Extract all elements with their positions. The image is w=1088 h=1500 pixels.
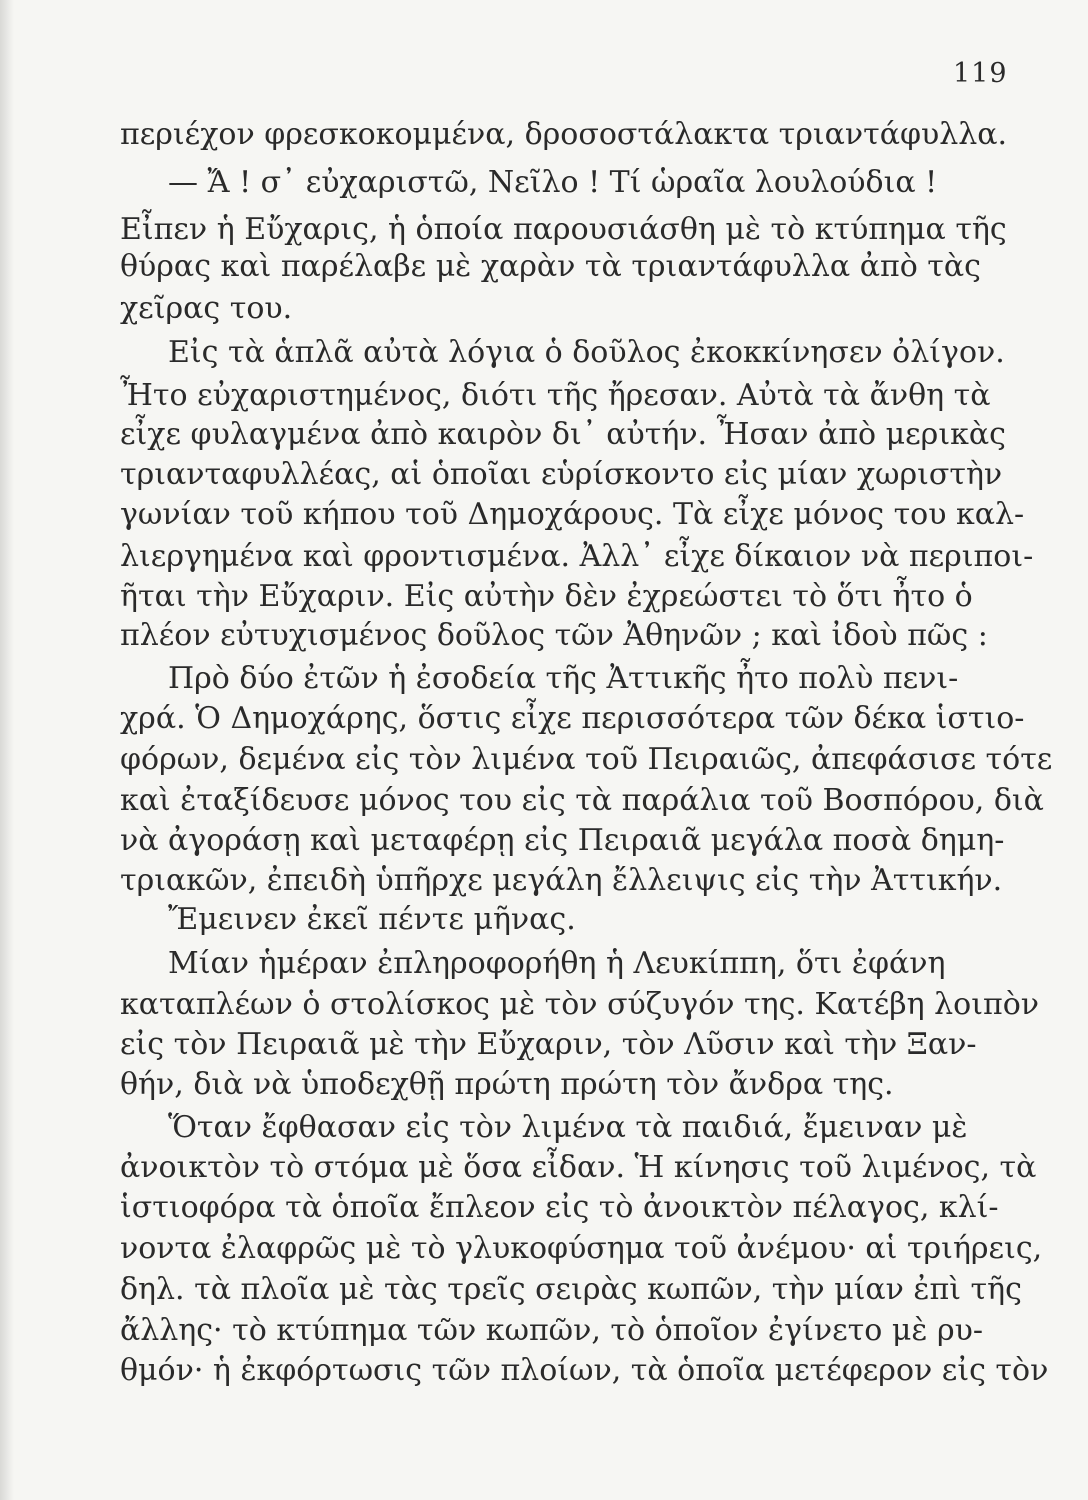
text-line: χρά. Ὁ Δημοχάρης, ὅστις εἶχε περισσότερα τῶν δέκα ἱστιο- xyxy=(120,701,1025,736)
text-line: Πρὸ δύο ἐτῶν ἡ ἐσοδεία τῆς Ἀττικῆς ἦτο πολὺ πενι- xyxy=(168,661,959,696)
text-line: εἶχε φυλαγμένα ἀπὸ καιρὸν δι᾽ αὐτήν. Ἦσαν ἀπὸ μερικὰς xyxy=(120,417,1006,452)
text-line: λιεργημένα καὶ φροντισμένα. Ἀλλ᾽ εἶχε δίκαιον νὰ περιποι- xyxy=(120,539,1034,574)
text-line: Μίαν ἡμέραν ἐπληροφορήθη ἡ Λευκίππη, ὅτι ἐφάνη xyxy=(168,946,946,981)
text-line: περιέχον φρεσκοκομμένα, δροσοστάλακτα τριαντάφυλλα. xyxy=(120,117,1008,152)
text-line: τριανταφυλλέας, αἱ ὁποῖαι εὑρίσκοντο εἰς μίαν χωριστὴν xyxy=(120,457,1003,492)
text-line: θμόν· ἡ ἐκφόρτωσις τῶν πλοίων, τὰ ὁποῖα μετέφερον εἰς τὸν xyxy=(120,1353,1049,1388)
text-line: τριακῶν, ἐπειδὴ ὑπῆρχε μεγάλη ἔλλειψις εἰς τὴν Ἀττικήν. xyxy=(120,863,1003,898)
text-line: ἱστιοφόρα τὰ ὁποῖα ἔπλεον εἰς τὸ ἀνοικτὸν πέλαγος, κλί- xyxy=(120,1190,999,1225)
text-line: Εἶπεν ἡ Εὔχαρις, ἡ ὁποία παρουσιάσθη μὲ τὸ κτύπημα τῆς xyxy=(120,212,1007,247)
text-line: δηλ. τὰ πλοῖα μὲ τὰς τρεῖς σειρὰς κωπῶν, τὴν μίαν ἐπὶ τῆς xyxy=(120,1272,1022,1307)
text-line: Ἦτο εὐχαριστημένος, διότι τῆς ἤρεσαν. Αὐτὰ τὰ ἄνθη τὰ xyxy=(120,378,991,413)
text-line: καὶ ἐταξίδευσε μόνος του εἰς τὰ παράλια τοῦ Βοσπόρου, διὰ xyxy=(120,783,1044,818)
binding-shadow xyxy=(0,0,14,1500)
text-line: Ἔμεινεν ἐκεῖ πέντε μῆνας. xyxy=(168,902,576,937)
text-line: νὰ ἀγοράσῃ καὶ μεταφέρῃ εἰς Πειραιᾶ μεγάλα ποσὰ δημη- xyxy=(120,823,1005,858)
text-line: Εἰς τὰ ἁπλᾶ αὐτὰ λόγια ὁ δοῦλος ἐκοκκίνησεν ὀλίγον. xyxy=(168,335,1005,370)
text-line: θήν, διὰ νὰ ὑποδεχθῇ πρώτη πρώτη τὸν ἄνδρα της. xyxy=(120,1067,894,1102)
text-line: — Ἄ ! σ᾽ εὐχαριστῶ, Νεῖλο ! Τί ὡραῖα λουλούδια ! xyxy=(168,165,938,200)
text-line: φόρων, δεμένα εἰς τὸν λιμένα τοῦ Πειραιῶς, ἀπεφάσισε τότε xyxy=(120,742,1053,777)
text-line: νοντα ἐλαφρῶς μὲ τὸ γλυκοφύσημα τοῦ ἀνέμου· αἱ τριήρεις, xyxy=(120,1231,1043,1266)
text-line: ἄλλης· τὸ κτύπημα τῶν κωπῶν, τὸ ὁποῖον ἐγίνετο μὲ ρυ- xyxy=(120,1313,983,1348)
text-line: γωνίαν τοῦ κήπου τοῦ Δημοχάρους. Τὰ εἶχε μόνος του καλ- xyxy=(120,497,1025,532)
text-line: καταπλέων ὁ στολίσκος μὲ τὸν σύζυγόν της. Κατέβη λοιπὸν xyxy=(120,987,1040,1022)
text-line: ῆται τὴν Εὔχαριν. Εἰς αὐτὴν δὲν ἐχρεώστει τὸ ὅτι ἦτο ὁ xyxy=(120,579,973,614)
text-line: εἰς τὸν Πειραιᾶ μὲ τὴν Εὔχαριν, τὸν Λῦσιν καὶ τὴν Ξαν- xyxy=(120,1027,977,1062)
text-line: Ὅταν ἔφθασαν εἰς τὸν λιμένα τὰ παιδιά, ἔμειναν μὲ xyxy=(168,1110,968,1145)
text-line: ἀνοικτὸν τὸ στόμα μὲ ὅσα εἶδαν. Ἡ κίνησις τοῦ λιμένος, τὰ xyxy=(120,1150,1037,1185)
text-line: πλέον εὐτυχισμένος δοῦλος τῶν Ἀθηνῶν ; καὶ ἰδοὺ πῶς : xyxy=(120,618,988,653)
text-line: χεῖρας του. xyxy=(120,291,293,326)
page-number: 119 xyxy=(953,58,1008,89)
text-line: θύρας καὶ παρέλαβε μὲ χαρὰν τὰ τριαντάφυλλα ἀπὸ τὰς xyxy=(120,249,981,284)
